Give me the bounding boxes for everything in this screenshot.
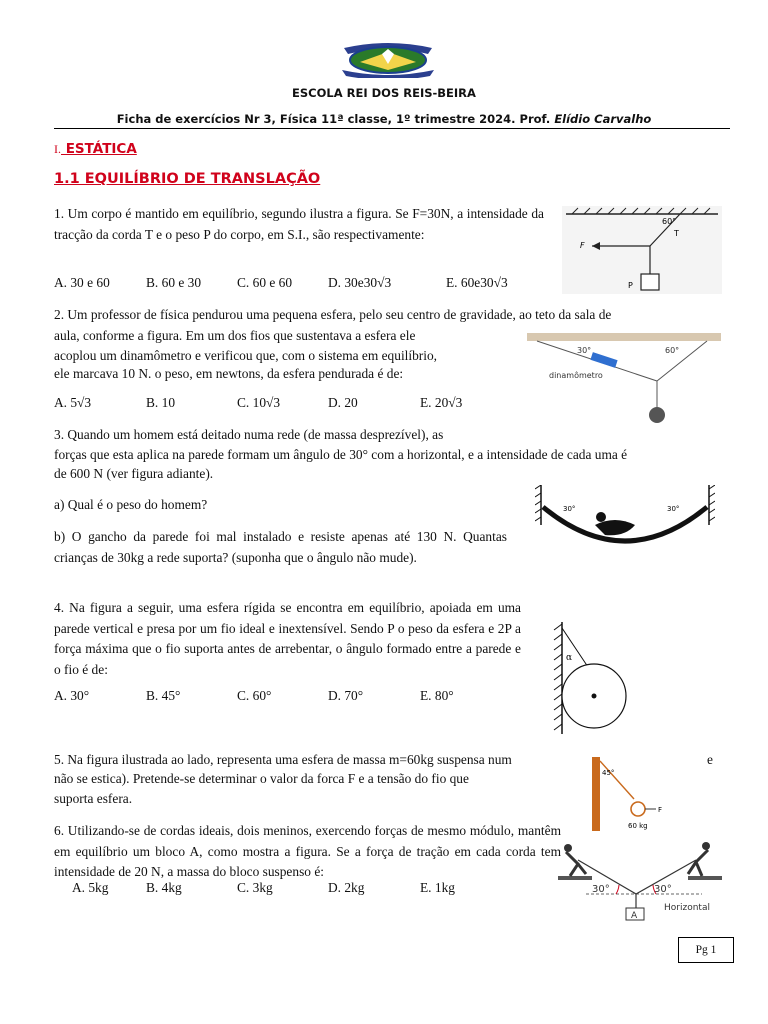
- page-number-box: [678, 937, 734, 963]
- q4-fig-angle: α: [566, 653, 573, 663]
- section-heading: [54, 141, 137, 157]
- q4-option-b: B. 45°: [146, 688, 181, 703]
- q2-line-1: 2. Um professor de física pendurou uma pequena esfera, pelo seu centro de gravidade, ao teto da sala de: [54, 307, 612, 322]
- q1-option-a: A. 30 e 60: [54, 275, 110, 290]
- q4-option-d: D. 70°: [328, 688, 364, 703]
- q1-fig-angle: 60°: [662, 217, 677, 226]
- q2-option-d: D. 20: [328, 395, 358, 410]
- q5-line-3: suporta esfera.: [54, 791, 133, 806]
- q6-fig-angle-left: 30°: [592, 884, 610, 895]
- q3-figure: [535, 485, 715, 559]
- q3-line-2: forças que esta aplica na parede formam um ângulo de 30° com a horizontal, e a intensidade de cada uma é: [54, 447, 628, 462]
- q1-fig-weight: P: [628, 281, 633, 290]
- q5-fig-force: F: [658, 806, 663, 814]
- q2-option-e: E. 20√3: [420, 395, 463, 410]
- q3-line-3: de 600 N (ver figura adiante).: [54, 466, 214, 481]
- q5-fig-angle: 45°: [602, 769, 615, 777]
- q6-option-e: E. 1kg: [420, 880, 455, 895]
- q6-option-b: B. 4kg: [146, 880, 182, 895]
- q6-option-a: A. 5kg: [72, 880, 109, 895]
- q6-figure: [556, 840, 724, 924]
- q2-line-4: ele marcava 10 N. o peso, em newtons, da esfera pendurada é de:: [54, 366, 404, 381]
- q6-option-d: D. 2kg: [328, 880, 365, 895]
- school-logo: [338, 40, 438, 78]
- q3-question-a: a) Qual é o peso do homem?: [54, 497, 208, 512]
- q1-fig-force: F: [580, 241, 585, 250]
- page-number: Pg 1: [695, 944, 717, 956]
- q1-text: 1. Um corpo é mantido em equilíbrio, segundo ilustra a figura. Se F=30N, a intensidade da tracção da corda T e o peso P do corpo, em S.I., são respectivamente:: [54, 206, 544, 242]
- q2-line-2: aula, conforme a figura. Em um dos fios que sustentava a esfera ele: [54, 328, 416, 343]
- q5-line-1-end: e: [707, 752, 713, 767]
- q2-fig-device: dinamômetro: [549, 371, 603, 380]
- q1-option-e: E. 60e30√3: [446, 275, 508, 290]
- q4-option-a: A. 30°: [54, 688, 90, 703]
- q6-option-c: C. 3kg: [237, 880, 273, 895]
- q1-fig-tension: T: [674, 229, 679, 238]
- q3-fig-angle-left: 30°: [563, 505, 576, 513]
- q1-option-b: B. 60 e 30: [146, 275, 202, 290]
- q5-figure: [590, 757, 668, 831]
- q2-figure: [527, 333, 721, 425]
- subtitle-main: Ficha de exercícios Nr 3, Física 11ª classe, 1º trimestre 2024. Prof.: [116, 112, 555, 126]
- q2-option-c: C. 10√3: [237, 395, 281, 410]
- q4-text: 4. Na figura a seguir, uma esfera rígida se encontra em equilíbrio, apoiada em uma parede vertical e presa por um fio ideal e inextensível. Sendo P o peso da esfera e 2P a força máxima que o fio suporta antes de arrebentar, o ângulo formado entre a parede e o fio é de:: [54, 600, 521, 677]
- q4-option-c: C. 60°: [237, 688, 272, 703]
- q6-fig-angle-right: 30°: [654, 884, 672, 895]
- q3-line-1: 3. Quando um homem está deitado numa rede (de massa desprezível), as: [54, 427, 444, 442]
- q2-fig-angle-right: 60°: [665, 346, 680, 355]
- school-name: ESCOLA REI DOS REIS-BEIRA: [292, 86, 476, 100]
- q6-fig-horizontal: Horizontal: [664, 903, 710, 913]
- subtitle-author: Elídio Carvalho: [554, 112, 652, 126]
- q4-figure: [548, 620, 628, 738]
- q1-figure: [562, 206, 722, 294]
- q2-fig-angle-left: 30°: [577, 346, 592, 355]
- q2-option-b: B. 10: [146, 395, 176, 410]
- header-rule: [54, 128, 730, 129]
- q5-line-1: 5. Na figura ilustrada ao lado, representa uma esfera de massa m=60kg suspensa num: [54, 752, 512, 767]
- section-title: ESTÁTICA: [61, 141, 137, 157]
- q2-line-3: acoplou um dinamômetro e verificou que, com o sistema em equilíbrio,: [54, 348, 438, 363]
- q1-option-d: D. 30e30√3: [328, 275, 392, 290]
- subsection-heading: 1.1 EQUILÍBRIO DE TRANSLAÇÃO: [54, 171, 321, 187]
- q5-fig-mass: 60 kg: [628, 822, 648, 830]
- document-subtitle: [0, 112, 768, 126]
- section-number: I.: [54, 142, 61, 156]
- q6-fig-block: A: [631, 911, 638, 921]
- q3-question-b: b) O gancho da parede foi mal instalado e resiste apenas até 130 N. Quantas crianças de 30kg a rede suporta? (suponha que o ângulo não mude).: [54, 529, 507, 565]
- q4-option-e: E. 80°: [420, 688, 454, 703]
- q6-text: 6. Utilizando-se de cordas ideais, dois meninos, exercendo forças de mesmo módulo, mantêm em equilíbrio um bloco A, como mostra a figura. Se a força de tração em cada corda tem intensidade de 20 N, a massa do bloco suspenso é:: [54, 823, 561, 879]
- q2-option-a: A. 5√3: [54, 395, 92, 410]
- q3-fig-angle-right: 30°: [667, 505, 680, 513]
- q1-option-c: C. 60 e 60: [237, 275, 293, 290]
- q5-line-2: não se estica). Pretende-se determinar o valor da forca F e a tensão do fio que: [54, 771, 469, 786]
